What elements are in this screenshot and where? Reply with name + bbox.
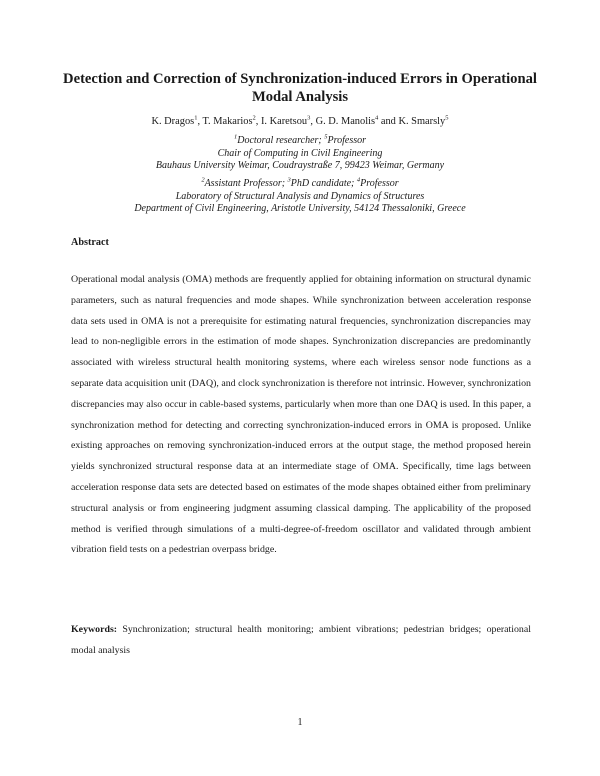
author-superscript: 5 xyxy=(445,114,449,122)
paper-title: Detection and Correction of Synchronization-induced Errors in Operational Modal Analysis xyxy=(63,71,537,105)
author-name: K. Smarsly xyxy=(398,116,446,127)
keywords-label: Keywords: xyxy=(71,624,118,635)
role-superscript: 4 xyxy=(356,176,361,184)
author-superscript: 2 xyxy=(252,114,256,122)
author-superscript: 4 xyxy=(375,114,379,122)
author-superscript: 3 xyxy=(307,114,311,122)
affiliation-2 xyxy=(60,178,540,216)
affiliation-1 xyxy=(60,135,540,173)
author-name: I. Karetsou xyxy=(260,116,308,127)
author-separator: , xyxy=(255,116,261,127)
author-separator: , xyxy=(197,116,203,127)
keywords-paragraph xyxy=(71,620,531,662)
role-text: Doctoral researcher; xyxy=(237,135,325,146)
abstract-body: Operational modal analysis (OMA) methods are frequently applied for obtaining information on structural dynamic parameters, such as natural frequencies and mode shapes. While synchronization between acceleration response data sets used in OMA is not a prerequisite for estimating natural frequencies, synchronization discrepancies may lead to non-negligible errors in the estimation of mode shapes. Synchronization discrepancies are predominantly associated with wireless structural health monitoring systems, where each wireless sensor node functions as a separate data acquisition unit (DAQ), and clock synchronization is therefore not intrinsic. However, synchronization discrepancies may also occur in cable-based systems, particularly when more than one DAQ is used. In this paper, a synchronization method for detecting and correcting synchronization-induced errors in OMA is proposed. Unlike existing approaches on removing synchronization-induced errors at the output stage, the method proposed herein yields synchronized structural response data at an intermediate stage of OMA. Specifically, time lags between acceleration response data sets are detected based on estimates of the mode shapes obtained either from preliminary structural analysis or from engineering judgment assuming classical damping. The applicability of the proposed method is verified through simulations of a multi-degree-of-freedom oscillator and validated through ambient vibration field tests on a pedestrian overpass bridge. xyxy=(71,274,531,556)
role-text: Professor xyxy=(327,135,367,146)
affiliation-laboratory: Laboratory of Structural Analysis and Dynamics of Structures xyxy=(175,190,425,202)
affiliation-address: Department of Civil Engineering, Aristotle University, 54124 Thessaloniki, Greece xyxy=(134,203,466,214)
role-superscript: 1 xyxy=(233,133,238,141)
role-text: Assistant Professor; xyxy=(204,178,288,189)
role-superscript: 2 xyxy=(201,176,205,184)
affiliation-address: Bauhaus University Weimar, Coudraystraße 7, 99423 Weimar, Germany xyxy=(155,160,445,171)
keywords-text: Synchronization; structural health monitoring; ambient vibrations; pedestrian bridges; operational modal analysis xyxy=(71,624,531,656)
abstract-heading: Abstract xyxy=(71,237,109,248)
affiliation-roles xyxy=(60,135,540,148)
role-text: Professor xyxy=(360,178,399,189)
role-superscript: 5 xyxy=(324,133,328,141)
author-name: G. D. Manolis xyxy=(315,116,376,127)
author-name: K. Dragos xyxy=(151,116,195,127)
author-separator: , xyxy=(310,116,316,127)
author-list xyxy=(60,115,540,129)
affiliation-chair: Chair of Computing in Civil Engineering xyxy=(217,147,383,159)
author-superscript: 1 xyxy=(194,114,198,122)
affiliation-roles xyxy=(60,178,540,191)
role-text: PhD candidate; xyxy=(290,178,357,189)
author-name: T. Makarios xyxy=(202,116,253,127)
author-separator-final: and xyxy=(378,116,399,127)
page-number: 1 xyxy=(297,717,303,728)
role-superscript: 3 xyxy=(287,176,291,184)
